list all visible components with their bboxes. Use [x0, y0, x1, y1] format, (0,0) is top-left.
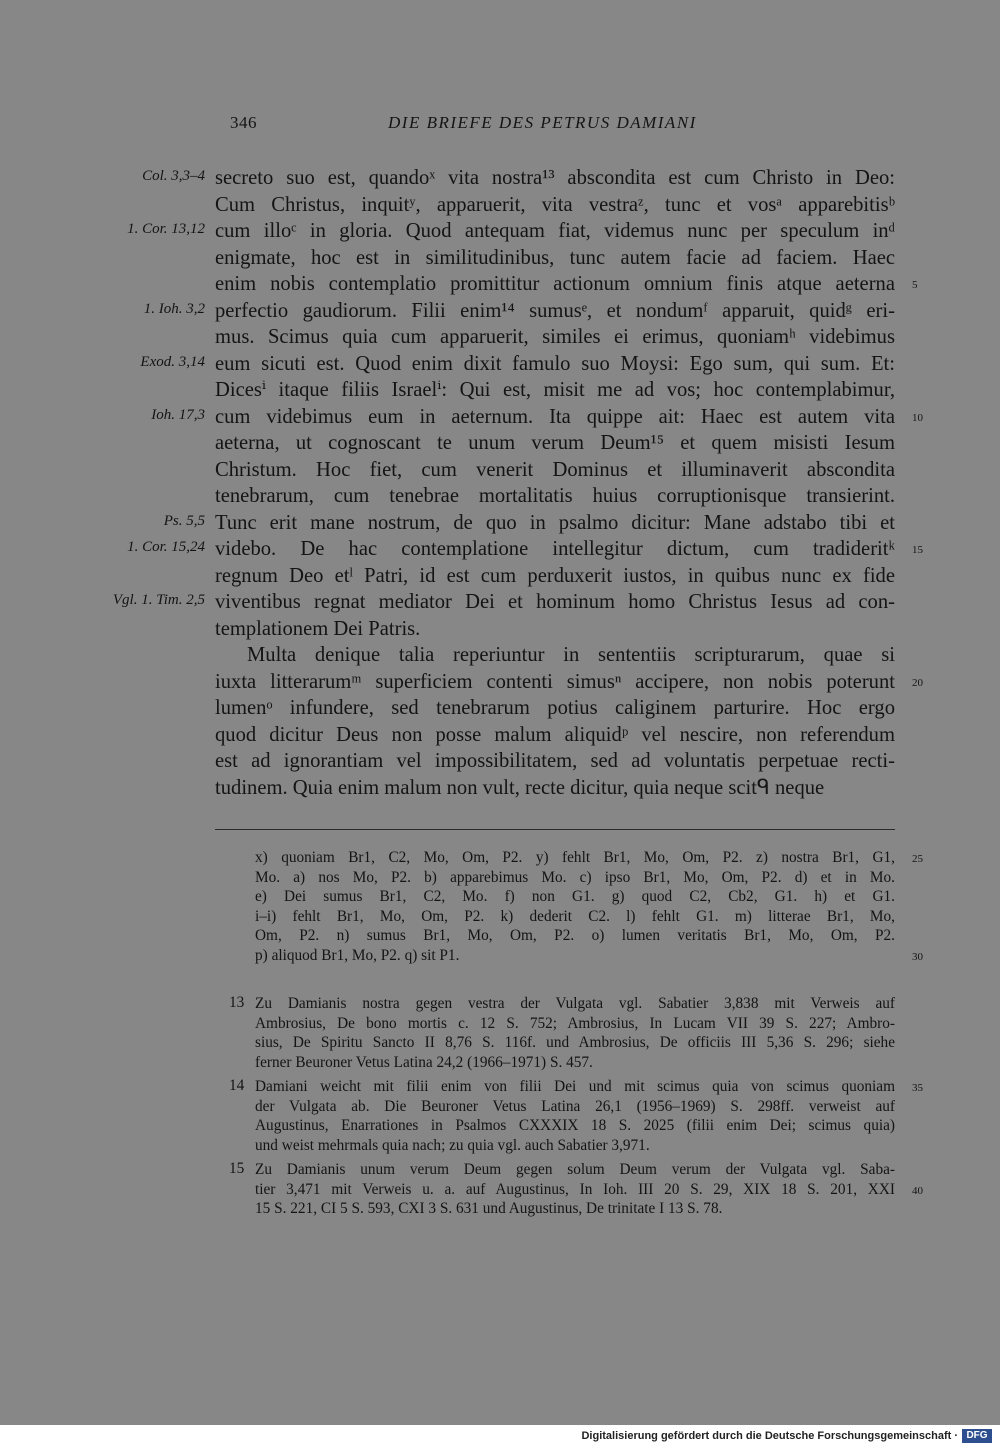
- note-line: Zu Damianis unum verum Deum gegen solum Deum verum der Vulgata vgl. Saba-: [255, 1161, 895, 1178]
- text-line: cum videbimus eum in aeternum. Ita quippe ait: Haec est autem vita: [215, 405, 895, 428]
- margin-reference: 1. Cor. 13,12: [127, 221, 205, 237]
- margin-reference: Ps. 5,5: [163, 512, 205, 529]
- text-line: perfectio gaudiorum. Filii enim¹⁴ sumusᵉ, et nondumᶠ apparuit, quidᵍ eri-: [215, 299, 895, 322]
- line-number: 40: [912, 1184, 923, 1197]
- line-number: 35: [912, 1082, 923, 1094]
- note-line: 15 S. 221, CI 5 S. 593, CXI 3 S. 631 und Augustinus, De trinitate I 13 S. 78.: [255, 1200, 723, 1217]
- margin-reference: 1. Cor. 15,24: [127, 539, 205, 555]
- dfg-logo-icon: DFG: [962, 1429, 992, 1443]
- note-line: Zu Damianis nostra gegen vestra der Vulgata vgl. Sabatier 3,838 mit Verweis auf: [255, 995, 895, 1012]
- line-number: 15: [912, 544, 923, 556]
- apparatus-line: e) Dei sumus Br1, C2, Mo. f) non G1. g) quod C2, Cb2, G1. h) et G1.: [255, 888, 895, 905]
- note-line: und weist mehrmals quia nach; zu quia vgl. auch Sabatier 3,971.: [255, 1136, 650, 1154]
- line-number: 5: [912, 279, 918, 291]
- line-number: 30: [912, 950, 923, 963]
- apparatus-line: p) aliquod Br1, Mo, P2. q) sit P1.: [255, 946, 460, 964]
- note-line: der Vulgata ab. Die Beuroner Vetus Latina 26,1 (1956–1969) S. 298ff. verweist auf: [255, 1097, 895, 1115]
- text-line: Cum Christus, inquitʸ, apparuerit, vita vestraᶻ, tunc et vosᵃ apparebitisᵇ: [215, 193, 895, 216]
- text-line: enim nobis contemplatio promittitur actionum omnium finis atque aeterna: [215, 273, 895, 295]
- text-line: enigmate, hoc est in similitudinibus, tunc autem facie ad faciem. Haec: [215, 246, 895, 269]
- text-line: Tunc erit mane nostrum, de quo in psalmo dicitur: Mane adstabo tibi et: [215, 511, 895, 534]
- note-number: 15: [229, 1160, 245, 1177]
- apparatus-line: i–i) fehlt Br1, Mo, Om, P2. k) dederit C2. l) fehlt G1. m) litterae Br1, Mo,: [255, 907, 895, 925]
- text-line: videbo. De hac contemplatione intellegitur dictum, cum tradideritᵏ: [215, 538, 895, 560]
- digitization-credit: Digitalisierung gefördert durch die Deutsche Forschungsgemeinschaft ·: [581, 1430, 958, 1442]
- apparatus-line: Mo. a) nos Mo, P2. b) apparebimus Mo. c) ipso Br1, Mo, Om, P2. d) et in Mo.: [255, 868, 895, 886]
- running-title: DIE BRIEFE DES PETRUS DAMIANI: [388, 113, 697, 132]
- text-line: tudinem. Quia enim malum non vult, recte dicitur, quia neque scitᑫ neque: [215, 776, 825, 799]
- margin-reference: Exod. 3,14: [140, 353, 205, 370]
- line-number: 20: [912, 676, 923, 689]
- text-line: tenebrarum, cum tenebrae mortalitatis huius corruptionisque transierint.: [215, 485, 895, 507]
- text-line: Dicesⁱ itaque filiis Israelⁱ: Qui est, misit me ad vos; hoc contemplabimur,: [215, 379, 895, 401]
- note-number: 13: [229, 994, 245, 1011]
- text-line: regnum Deo etˡ Patri, id est cum perduxerit iustos, in quibus nunc ex fide: [215, 564, 895, 587]
- margin-reference: 1. Ioh. 3,2: [143, 300, 205, 317]
- line-number: 10: [912, 411, 923, 424]
- footnote-divider: [215, 829, 895, 830]
- text-line: Multa denique talia reperiuntur in sententiis scripturarum, quae si: [247, 644, 895, 666]
- text-line: viventibus regnat mediator Dei et hominum homo Christus Iesus ad con-: [215, 591, 895, 613]
- text-line: eum sicuti est. Quod enim dixit famulo suo Moysi: Ego sum, qui sum. Et:: [215, 352, 895, 375]
- apparatus-line: x) quoniam Br1, C2, Mo, Om, P2. y) fehlt Br1, Mo, Om, P2. z) nostra Br1, G1,: [255, 849, 895, 866]
- text-line: Christum. Hoc fiet, cum venerit Dominus et illuminaverit abscondita: [215, 458, 895, 481]
- line-number: 25: [912, 853, 923, 865]
- text-line: iuxta litterarumᵐ superficiem contenti simusⁿ accipere, non nobis poterunt: [215, 670, 895, 693]
- margin-reference: Ioh. 17,3: [151, 406, 205, 423]
- note-line: Ambrosius, De bono mortis c. 12 S. 752; Ambrosius, In Lucam VII 39 S. 227; Ambro-: [255, 1014, 895, 1032]
- note-line: tier 3,471 mit Verweis u. a. auf Augustinus, In Ioh. III 20 S. 29, XIX 18 S. 201, XXI: [255, 1180, 895, 1198]
- text-line: cum illoᶜ in gloria. Quod antequam fiat, videmus nunc per speculum inᵈ: [215, 220, 895, 242]
- note-number: 14: [229, 1077, 245, 1094]
- text-line: templationem Dei Patris.: [215, 617, 421, 640]
- margin-reference: Col. 3,3–4: [142, 168, 205, 184]
- text-line: secreto suo est, quandoˣ vita nostra¹³ abscondita est cum Christo in Deo:: [215, 167, 895, 189]
- margin-reference: Vgl. 1. Tim. 2,5: [112, 592, 205, 608]
- text-line: quod dicitur Deus non posse malum aliquidᵖ vel nescire, non referendum: [215, 723, 895, 746]
- note-line: ferner Beuroner Vetus Latina 24,2 (1966–1971) S. 457.: [255, 1053, 593, 1071]
- text-line: mus. Scimus quia cum apparuerit, similes ei erimus, quoniamʰ videbimus: [215, 326, 895, 348]
- text-line: aeterna, ut cognoscant te unum verum Deum¹⁵ et quem misisti Iesum: [215, 432, 895, 454]
- apparatus-line: Om, P2. n) sumus Br1, Mo, Om, P2. o) lumen veritatis Br1, Mo, Om, P2.: [255, 927, 895, 944]
- text-line: lumenᵒ infundere, sed tenebrarum potius caliginem parturire. Hoc ergo: [215, 697, 895, 719]
- page-number: 346: [230, 113, 257, 132]
- note-line: Augustinus, Enarrationes in Psalmos CXXXIX 18 S. 2025 (filii enim Dei; scimus quia): [255, 1117, 895, 1134]
- text-line: est ad ignorantiam vel impossibilitatem, sed ad voluntatis perpetuae recti-: [215, 750, 895, 772]
- note-line: sius, De Spiritu Sancto II 8,76 S. 116f. und Ambrosius, De officiis III 5,36 S. 296; siehe: [255, 1034, 895, 1051]
- note-line: Damiani weicht mit filii enim von filii Dei und mit scimus quia von scimus quoniam: [255, 1078, 895, 1095]
